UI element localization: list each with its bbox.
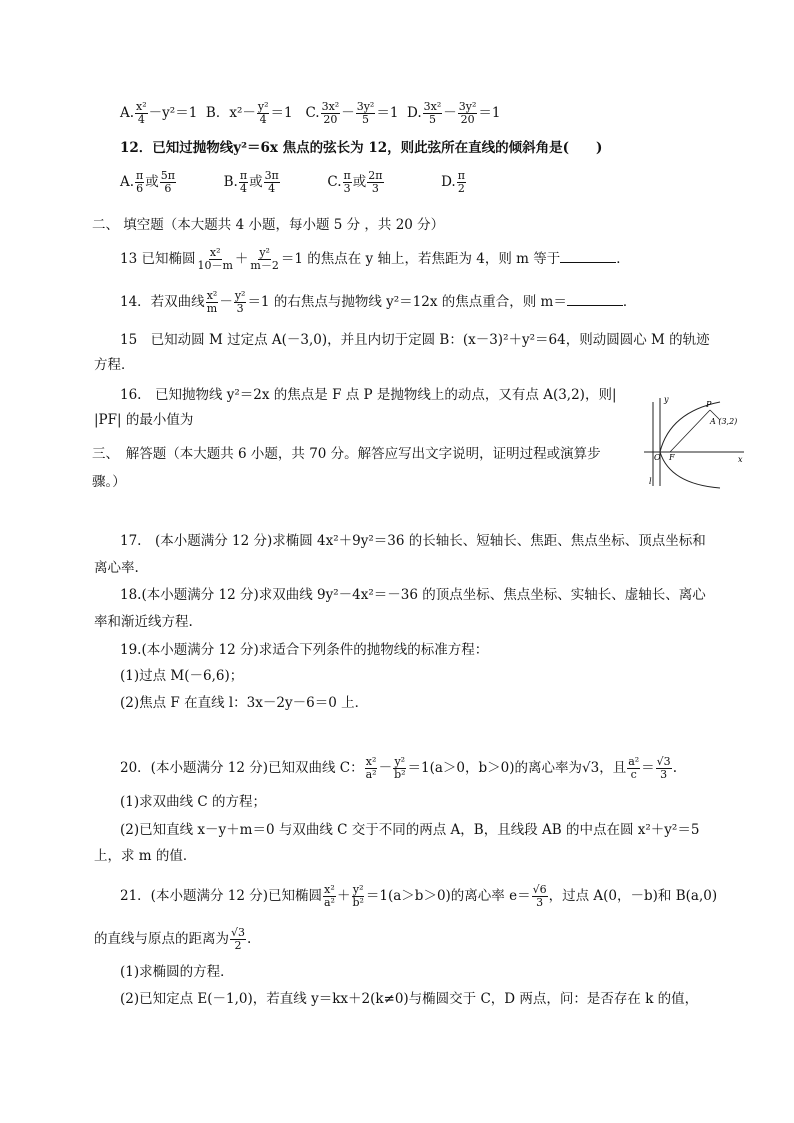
- fraction: $\frac{\pi}{2}$: [457, 169, 465, 195]
- q15-line1: 15 已知动圆 M 过定点 A(－3,0)，并且内切于定圆 B：(x－3)²＋y²＝64，则动圆圆心 M 的轨迹: [120, 332, 710, 348]
- q15-line2: 方程．: [94, 357, 135, 373]
- option-b-label: B.: [223, 174, 238, 190]
- q20-line4: 上，求 m 的值．: [94, 848, 197, 864]
- fraction: $\frac{2\pi}{3}$: [368, 169, 383, 195]
- q21-line3: (1)求椭圆的方程．: [120, 964, 234, 980]
- q16-line1: 16. 已知抛物线 y²＝2x 的焦点是 F 点 P 是抛物线上的动点，又有点 A(3,2)，则|: [120, 387, 617, 403]
- q21-line1: 21．(本小题满分 12 分)已知椭圆 $\frac{\text{x²}}{\text{a²}}$ ＋ $\frac{\text{y²}}{\text{b²}}$ ＝1(a＞b＞0)的离心率 e＝ $\frac{√6}{3}$ ，过点 A(0，－b)和 B(a,0): [120, 883, 718, 909]
- q21-line2: 的直线与原点的距离为 $\frac{√3}{2}$ .: [94, 926, 252, 952]
- q19-line3: (2)焦点 F 在直线 l：3x－2y－6＝0 上．: [120, 695, 369, 711]
- option-d-label: D.: [407, 105, 422, 121]
- q14: 14．若双曲线 $\frac{\text{x²}}{m}$ － $\frac{\text{y²}}{3}$ ＝1 的右焦点与抛物线 y²＝12x 的焦点重合，则 m＝ ．: [120, 289, 637, 315]
- fraction: $\frac{\text{3x²}}{20}$: [321, 100, 340, 126]
- label-o: O: [654, 453, 661, 462]
- q12-options: A. $\frac{\pi}{6}$ 或 $\frac{5\pi}{6}$ B. $\frac{\pi}{4}$ 或 $\frac{3\pi}{4}$ C. $\frac{\pi}{3}$ 或 $\frac{2\pi}{3}$ D. $\frac{\pi}{2}$: [120, 169, 465, 195]
- label-f: F: [669, 453, 675, 462]
- q16-line2: |PF| 的最小值为: [94, 412, 194, 428]
- q13: 13 已知椭圆 $\frac{\text{x²}}{10-m}$ ＋ $\frac{\text{y²}}{m-2}$ ＝1 的焦点在 y 轴上，若焦距为 4，则 m 等于 ．: [120, 246, 630, 272]
- fraction: $\frac{3\pi}{4}$: [264, 169, 279, 195]
- fraction: $\frac{\text{3y²}}{5}$: [356, 100, 375, 126]
- segment-pf: [670, 410, 710, 452]
- option-c-label: C.: [305, 105, 320, 121]
- section-2-heading: 二、 填空题（本大题共 4 小题，每小题 5 分 ，共 20 分）: [92, 217, 445, 233]
- option-a-label: A.: [120, 105, 135, 121]
- q18-line2: 率和渐近线方程.: [94, 614, 193, 630]
- q11-options: A. $\frac{\text{x²}}{4}$ －y²＝1 B．x²－ $\frac{\text{y²}}{4}$ ＝1 C. $\frac{\text{3x²}}{20}$ － $\frac{\text{3y²}}{5}$ ＝1 D. $\frac{\text{3x²}}{5}$ － $\frac{\text{3y²}}{20}$ ＝1: [120, 100, 501, 126]
- label-a: A (3,2): [710, 417, 738, 426]
- fraction: $\frac{\text{x²}}{m}$: [206, 289, 218, 315]
- option-b-label: B．x²－: [205, 105, 256, 121]
- q17-line1: 17. (本小题满分 12 分)求椭圆 4x²＋9y²＝36 的长轴长、短轴长、焦距、焦点坐标、顶点坐标和: [120, 533, 706, 549]
- fraction: $\frac{\pi}{3}$: [343, 169, 351, 195]
- fraction: $\frac{\text{y²}}{\text{b²}}$: [394, 755, 406, 781]
- option-a-tail: －y²＝1: [148, 105, 198, 121]
- fraction: $\frac{\text{y²}}{4}$: [257, 100, 269, 126]
- section-3-line1: 三、 解答题（本大题共 6 小题，共 70 分。解答应写出文字说明，证明过程或演算步: [92, 446, 601, 462]
- fraction: $\frac{\text{y²}}{\text{b²}}$: [352, 883, 364, 909]
- q20-line1: 20．(本小题满分 12 分)已知双曲线 C： $\frac{\text{x²}}{\text{a²}}$ － $\frac{\text{y²}}{\text{b²}}$ ＝1(a＞0，b＞0)的离心率为√3，且 $\frac{\text{a²}}{c}$ ＝ $\frac{√3}{3}$ .: [120, 755, 677, 781]
- option-b-tail: ＝1: [270, 105, 293, 121]
- fraction: $\frac{\pi}{4}$: [239, 169, 248, 195]
- fraction: $\frac{\text{3y²}}{20}$: [458, 100, 477, 126]
- section-3-line2: 骤。）: [92, 474, 126, 490]
- q17-line2: 离心率.: [94, 560, 139, 576]
- option-c-tail: ＝1: [376, 105, 399, 121]
- label-x: x: [738, 455, 743, 464]
- fraction: $\frac{√6}{3}$: [532, 883, 547, 909]
- q20-line3: (2)已知直线 x－y＋m＝0 与双曲线 C 交于不同的两点 A，B，且线段 AB 的中点在圆 x²＋y²＝5: [120, 822, 700, 838]
- fraction: $\frac{\pi}{6}$: [136, 169, 144, 195]
- answer-blank[interactable]: [567, 293, 623, 306]
- q19-line1: 19.(本小题满分 12 分)求适合下列条件的抛物线的标准方程：: [120, 642, 489, 658]
- fraction: $\frac{\text{a²}}{c}$: [628, 755, 640, 781]
- fraction: $\frac{√3}{3}$: [656, 755, 671, 781]
- answer-blank[interactable]: [560, 250, 616, 263]
- q20-line2: (1)求双曲线 C 的方程；: [120, 794, 267, 810]
- option-c-label: C.: [327, 174, 342, 190]
- fraction: $\frac{\text{3x²}}{5}$: [423, 100, 442, 126]
- option-a-label: A.: [120, 174, 135, 190]
- label-p: P: [706, 400, 712, 409]
- fraction: $\frac{\text{x²}}{10-m}$: [197, 246, 233, 272]
- option-d-tail: ＝1: [478, 105, 501, 121]
- q21-line4: (2)已知定点 E(－1,0)，若直线 y＝kx＋2(k≠0)与椭圆交于 C，D 两点，问：是否存在 k 的值，: [120, 991, 699, 1007]
- label-l: l: [649, 477, 652, 486]
- fraction: $\frac{√3}{2}$: [231, 926, 246, 952]
- parabola-curve: [660, 402, 720, 488]
- fraction: $\frac{\text{y²}}{3}$: [234, 289, 246, 315]
- q18-line1: 18.(本小题满分 12 分)求双曲线 9y²－4x²＝－36 的顶点坐标、焦点坐标、实轴长、虚轴长、离心: [120, 587, 706, 603]
- q19-line2: (1)过点 M(－6,6)；: [120, 668, 244, 684]
- label-y: y: [664, 395, 669, 404]
- fraction: $\frac{5\pi}{6}$: [160, 169, 176, 195]
- option-d-label: D.: [441, 174, 456, 190]
- fraction: $\frac{\text{x²}}{4}$: [136, 100, 147, 126]
- q12-text: 12．已知过抛物线y²＝6x 焦点的弦长为 12，则此弦所在直线的倾斜角是( ): [120, 140, 603, 156]
- fraction: $\frac{\text{x²}}{\text{a²}}$: [323, 883, 335, 909]
- fraction: $\frac{\text{x²}}{\text{a²}}$: [365, 755, 377, 781]
- parabola-figure: [640, 392, 750, 492]
- fraction: $\frac{\text{y²}}{m-2}$: [250, 246, 279, 272]
